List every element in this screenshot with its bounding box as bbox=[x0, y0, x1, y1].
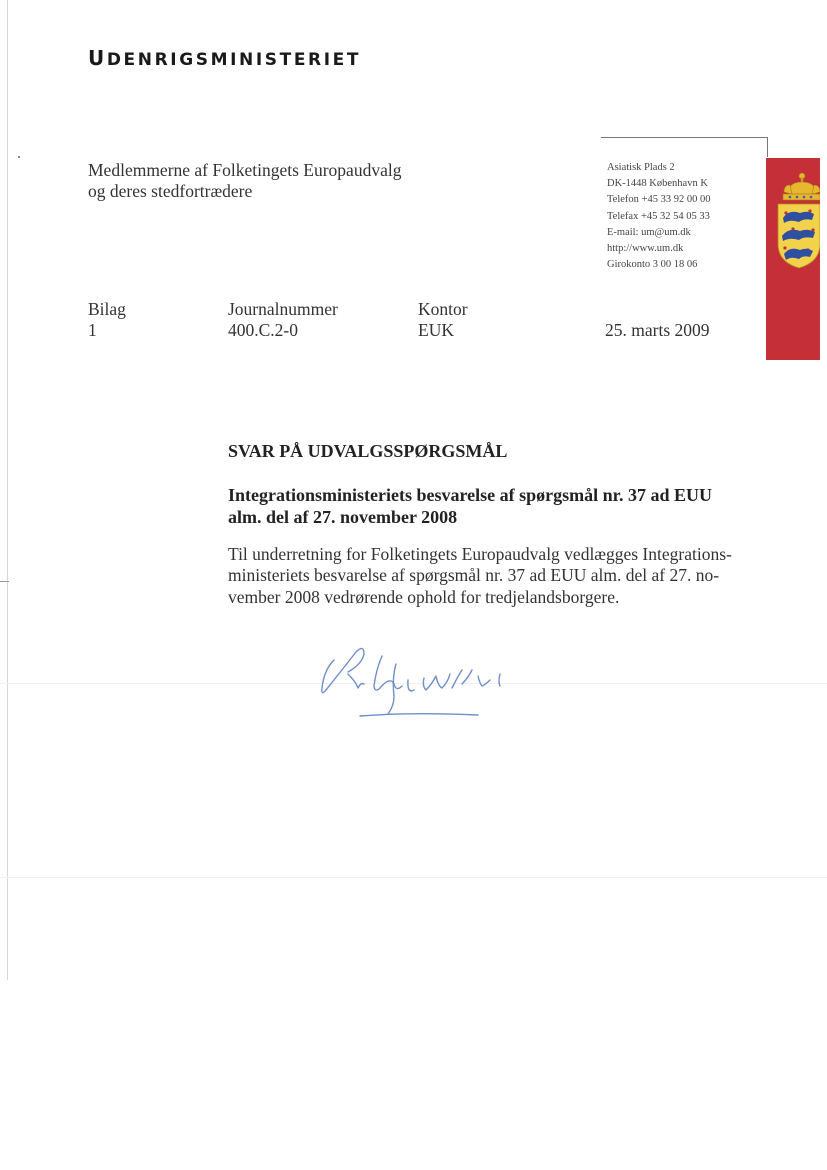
handwritten-signature bbox=[312, 630, 532, 725]
scan-streak bbox=[0, 877, 827, 878]
address-city: DK-1448 København K bbox=[607, 178, 708, 190]
journal-label: Journalnummer bbox=[228, 299, 338, 319]
scan-edge bbox=[7, 0, 8, 980]
ministry-name: UDENRIGSMINISTERIET bbox=[88, 46, 362, 70]
kontor-label: Kontor bbox=[418, 299, 468, 319]
subject-heading: SVAR PÅ UDVALGSSPØRGSMÅL bbox=[228, 441, 508, 461]
scan-fold-mark bbox=[0, 581, 9, 582]
address-phone: Telefon +45 33 92 00 00 bbox=[607, 194, 711, 206]
address-giro: Girokonto 3 00 18 06 bbox=[607, 259, 698, 271]
address-street: Asiatisk Plads 2 bbox=[607, 162, 675, 173]
subject-subheading: Integrationsministeriets besvarelse af spørgsmål nr. 37 ad EUU alm. del af 27. november 2008 bbox=[228, 485, 712, 527]
recipient-line: Medlemmerne af Folketingets Europaudvalg bbox=[88, 160, 402, 180]
address-fax: Telefax +45 32 54 05 33 bbox=[607, 210, 710, 222]
scan-dot bbox=[18, 156, 20, 158]
kontor-field bbox=[418, 299, 468, 341]
danish-coat-of-arms-icon bbox=[766, 158, 820, 360]
body-paragraph bbox=[228, 544, 748, 608]
journal-value: 400.C.2-0 bbox=[228, 320, 298, 340]
address-email[interactable]: E-mail: um@um.dk bbox=[607, 226, 691, 238]
bilag-label: Bilag bbox=[88, 299, 126, 319]
sender-address bbox=[607, 160, 710, 273]
letter-date: 25. marts 2009 bbox=[605, 320, 710, 340]
bilag-field bbox=[88, 299, 126, 341]
body-line: Til underretning for Folketingets Europaudvalg vedlægges Integrations- bbox=[228, 544, 732, 564]
recipient-line: og deres stedfortrædere bbox=[88, 181, 253, 201]
body-line: vember 2008 vedrørende ophold for tredjelandsborgere. bbox=[228, 586, 620, 607]
address-rule-end bbox=[767, 137, 768, 157]
body-line: ministeriets besvarelse af spørgsmål nr. 37 ad EUU alm. del af 27. no- bbox=[228, 565, 720, 586]
bilag-value: 1 bbox=[88, 320, 97, 340]
kontor-value: EUK bbox=[418, 320, 454, 340]
coat-of-arms-panel bbox=[766, 158, 820, 360]
recipient-block bbox=[88, 160, 401, 202]
address-rule bbox=[601, 137, 768, 138]
journal-field bbox=[228, 299, 338, 341]
address-website[interactable]: http://www.um.dk bbox=[607, 243, 684, 255]
